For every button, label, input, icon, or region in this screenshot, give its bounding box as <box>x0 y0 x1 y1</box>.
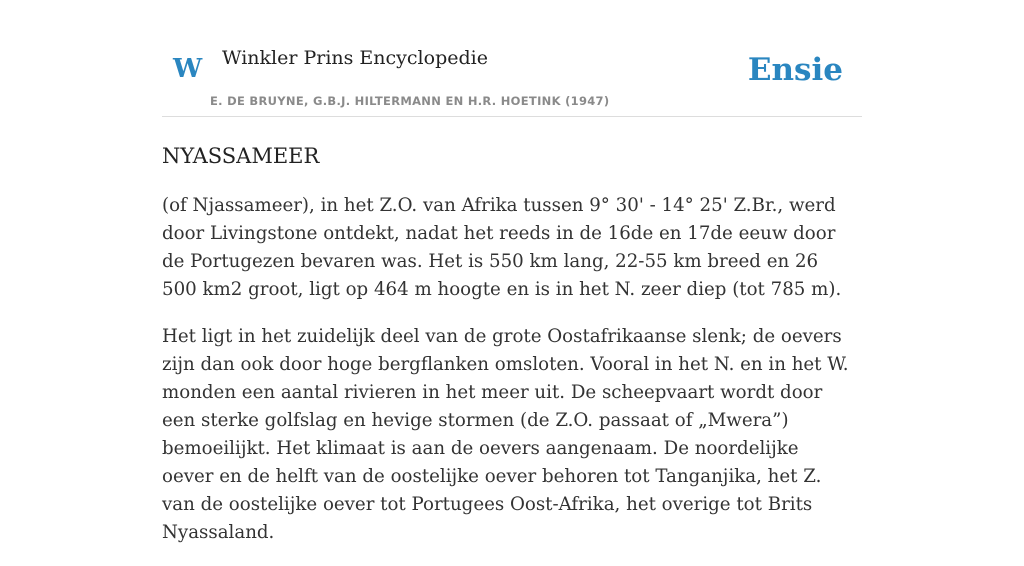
publication-logo[interactable]: W <box>173 54 203 84</box>
ensie-logo-link[interactable]: Ensie <box>747 52 843 88</box>
entry-title: NYASSAMEER <box>162 144 320 168</box>
publication-authors: E. DE BRUYNE, G.B.J. HILTERMANN EN H.R. HOETINK (1947) <box>210 94 610 108</box>
page-header <box>162 0 862 117</box>
publication-title[interactable]: Winkler Prins Encyclopedie <box>222 47 488 69</box>
article-paragraph: (of Njassameer), in het Z.O. van Afrika tussen 9° 30' - 14° 25' Z.Br., werd door Livingstone ontdekt, nadat het reeds in de 16de en 17de eeuw door de Portugezen bevaren was. Het is 550 km lang, 22-55 km breed en 26 500 km2 groot, ligt op 464 m hoogte en is in het N. zeer diep (tot 785 m). <box>162 195 842 300</box>
article-body <box>162 192 854 566</box>
article-paragraph: Het ligt in het zuidelijk deel van de grote Oostafrikaanse slenk; de oevers zijn dan ook door hoge bergflanken omsloten. Vooral in het N. en in het W. monden een aantal rivieren in het meer uit. De scheepvaart wordt door een sterke golfslag en hevige stormen (de Z.O. passaat of „Mwera”) bemoeilijkt. Het klimaat is aan de oevers aangenaam. De noordelijke oever en de helft van de oostelijke oever behoren tot Tanganjika, het Z. van de oostelijke oever tot Portugees Oost-Afrika, het overige tot Brits Nyassaland. <box>162 326 849 543</box>
